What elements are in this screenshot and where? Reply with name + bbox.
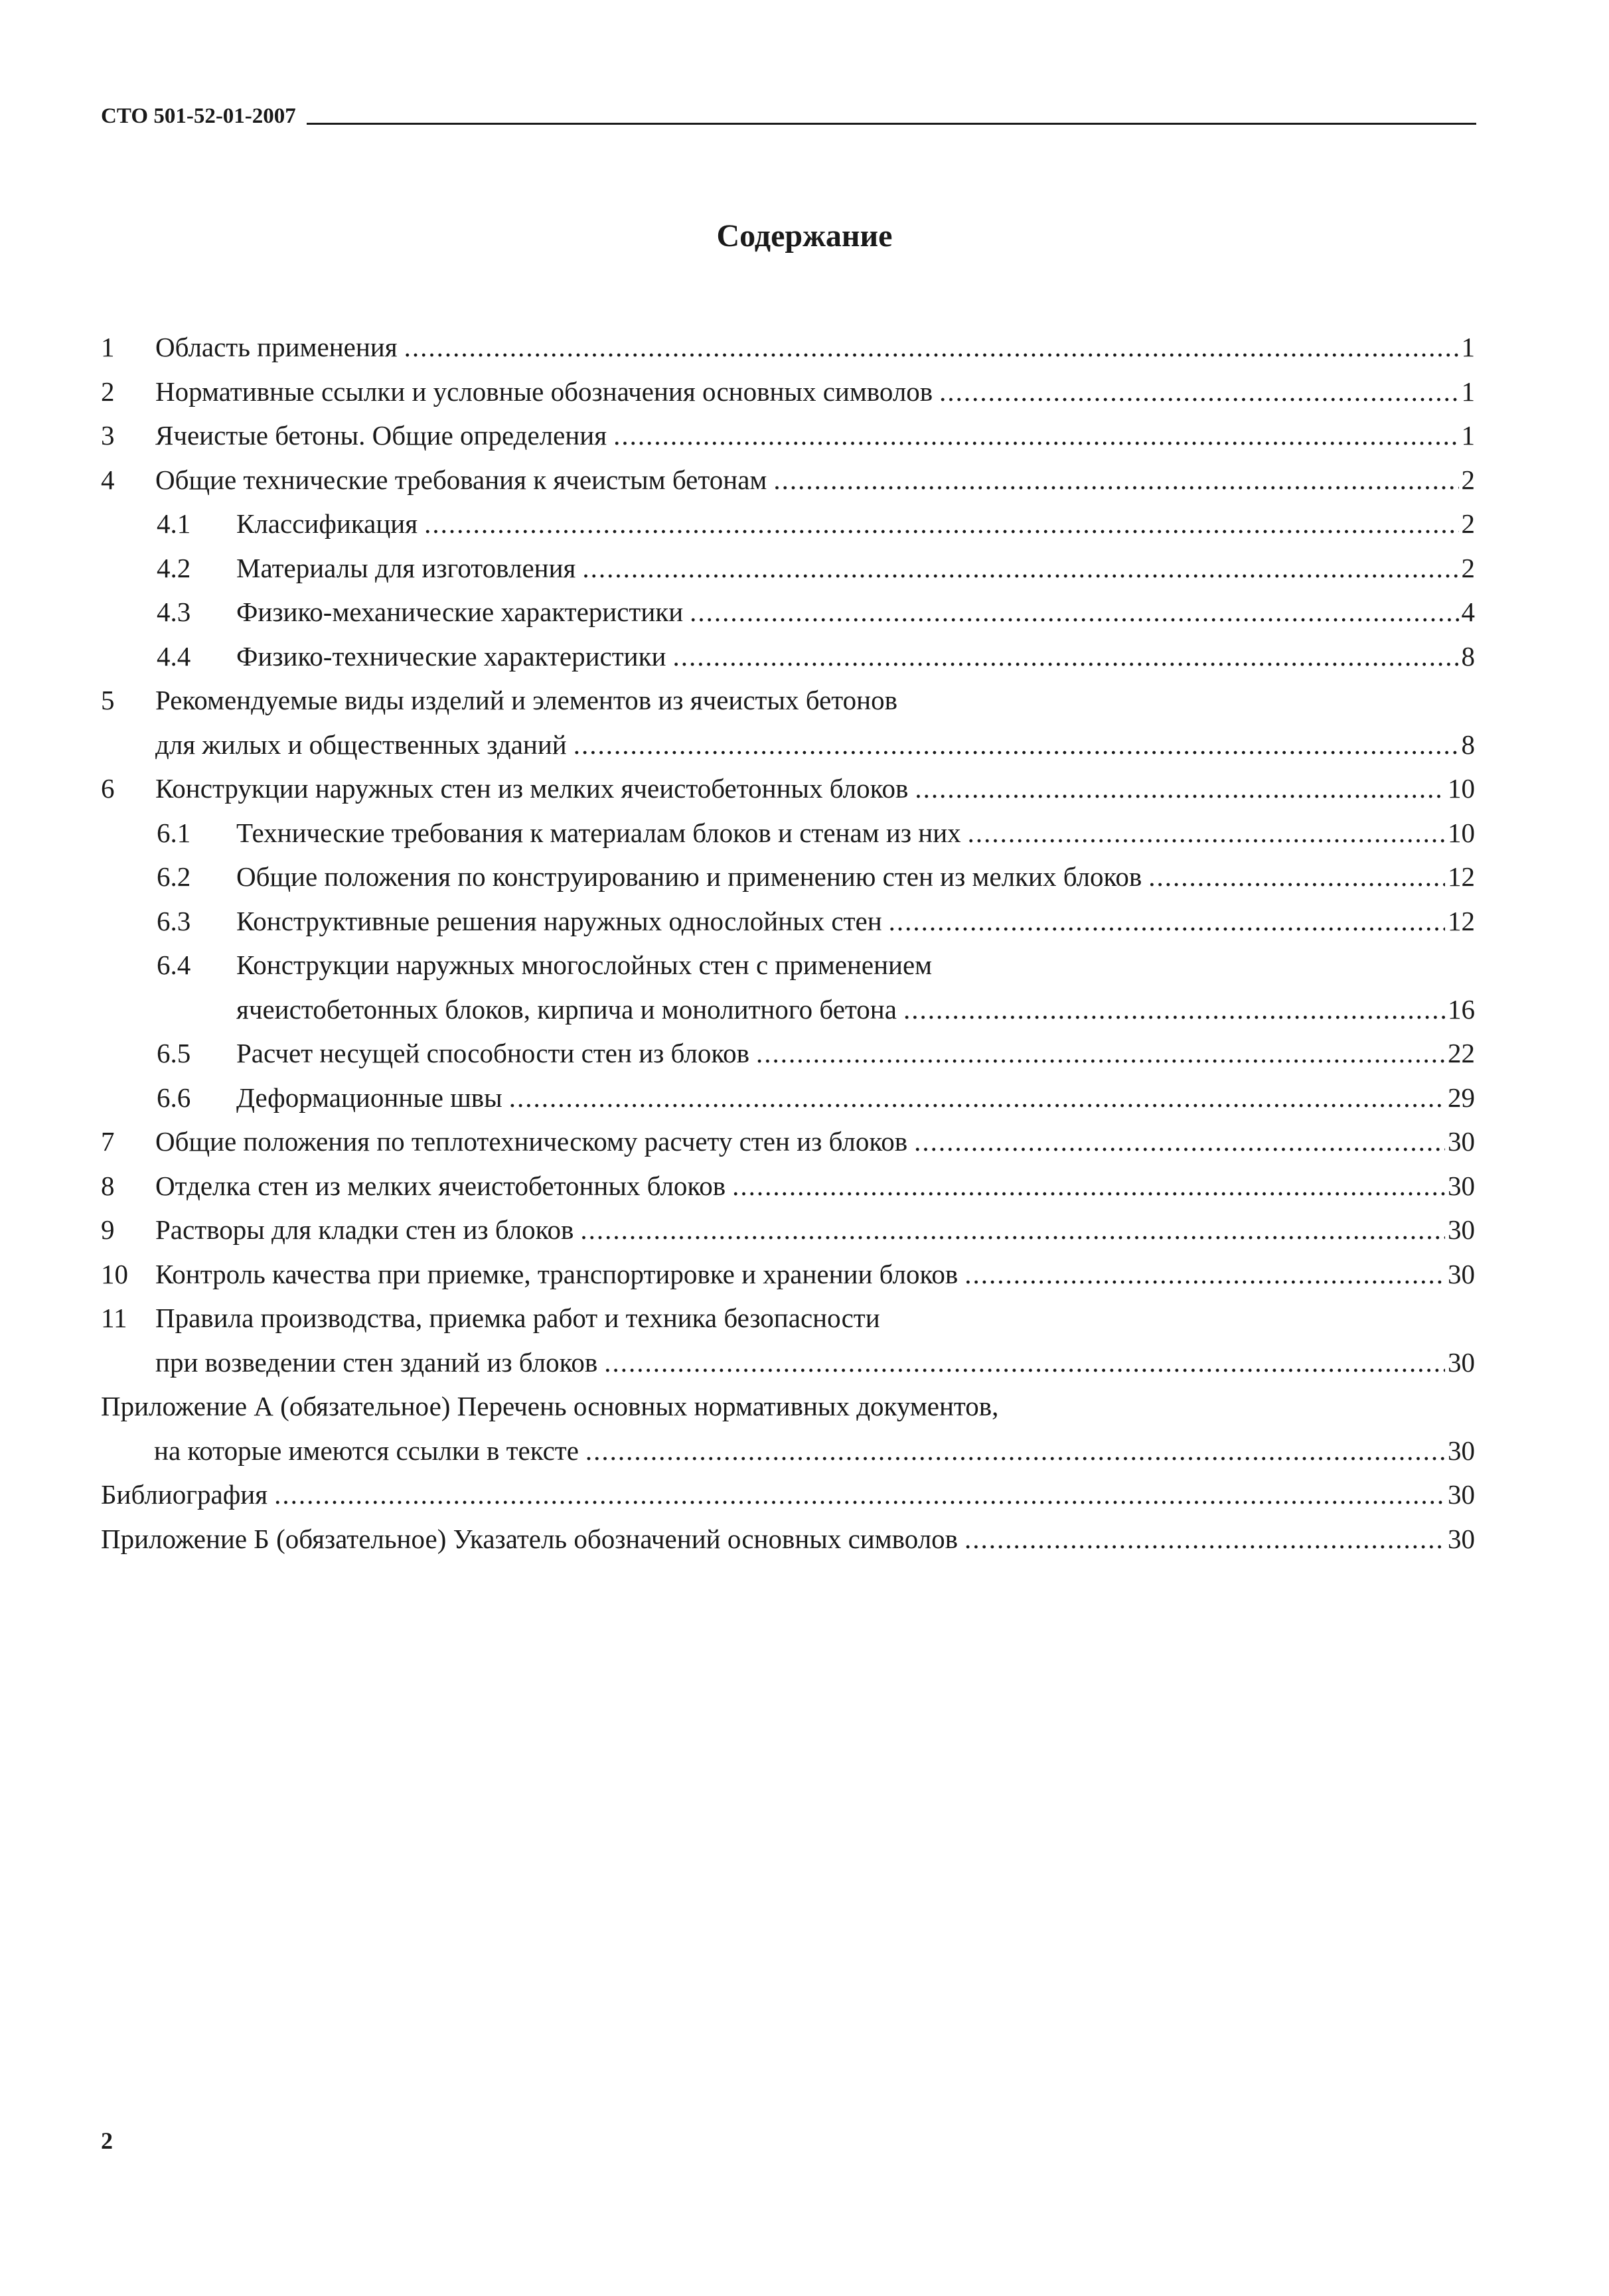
page-title: Содержание bbox=[716, 218, 893, 253]
entry-page: 1 bbox=[1461, 332, 1475, 362]
entry-title: Расчет несущей способности стен из блоков bbox=[236, 1031, 756, 1076]
dot-leader bbox=[404, 325, 1459, 370]
entry-leader-line bbox=[236, 502, 1475, 546]
entry-title: Контроль качества при приемке, транспортировке и хранении блоков bbox=[155, 1252, 964, 1297]
table-of-contents bbox=[101, 325, 1475, 1561]
entry-number: 8 bbox=[101, 1170, 115, 1201]
page-header bbox=[101, 93, 1476, 133]
entry-leader-line bbox=[155, 1340, 1475, 1385]
toc-entry bbox=[101, 370, 1475, 414]
entry-leader-line bbox=[236, 1076, 1475, 1120]
entry-page: 8 bbox=[1461, 640, 1475, 672]
entry-page: 2 bbox=[1461, 552, 1475, 583]
toc-entry bbox=[101, 1031, 1475, 1076]
entry-number: 9 bbox=[101, 1214, 115, 1245]
entry-leader-line bbox=[236, 899, 1475, 944]
entry-title: Нормативные ссылки и условные обозначения основных символов bbox=[155, 370, 939, 414]
entry-title: Общие положения по теплотехническому расчету стен из блоков bbox=[155, 1119, 914, 1164]
entry-title: для жилых и общественных зданий bbox=[155, 723, 574, 767]
toc-entry bbox=[101, 413, 1475, 458]
entry-leader-line bbox=[236, 590, 1475, 634]
toc-entry bbox=[101, 1164, 1475, 1208]
dot-leader bbox=[580, 1208, 1445, 1252]
entry-page: 30 bbox=[1448, 1170, 1475, 1201]
dot-leader bbox=[672, 634, 1458, 679]
entry-page: 22 bbox=[1448, 1038, 1475, 1068]
entry-page: 2 bbox=[1461, 464, 1475, 495]
header-rule bbox=[307, 123, 1476, 125]
toc-entry bbox=[101, 590, 1475, 634]
entry-title: Общие технические требования к ячеистым бетонам bbox=[155, 458, 773, 502]
toc-entry bbox=[101, 1340, 1475, 1385]
entry-leader-line bbox=[236, 855, 1475, 899]
entry-number: 6.1 bbox=[157, 817, 191, 848]
entry-leader-line bbox=[236, 634, 1475, 679]
entry-leader-line bbox=[155, 1119, 1475, 1164]
dot-leader bbox=[964, 1252, 1445, 1297]
entry-page: 30 bbox=[1448, 1214, 1475, 1245]
entry-leader-line bbox=[236, 811, 1475, 855]
dot-leader bbox=[732, 1164, 1445, 1208]
entry-title: Классификация bbox=[236, 502, 424, 546]
toc-entry bbox=[101, 1119, 1475, 1164]
entry-leader-line bbox=[155, 1164, 1475, 1208]
page-number: 2 bbox=[101, 2127, 113, 2154]
dot-leader bbox=[964, 1517, 1445, 1561]
entry-number: 4.4 bbox=[157, 640, 191, 672]
entry-number: 11 bbox=[101, 1303, 127, 1333]
toc-entry bbox=[101, 855, 1475, 899]
entry-page: 30 bbox=[1448, 1435, 1475, 1466]
entry-number: 6.2 bbox=[157, 861, 191, 892]
toc-entry bbox=[101, 1517, 1475, 1561]
entry-number: 6.3 bbox=[157, 905, 191, 936]
entry-number: 3 bbox=[101, 420, 115, 451]
dot-leader bbox=[915, 766, 1445, 811]
dot-leader bbox=[582, 546, 1458, 591]
entry-title: Отделка стен из мелких ячеистобетонных блоков bbox=[155, 1164, 732, 1208]
entry-title: Технические требования к материалам блоков и стенам из них bbox=[236, 811, 968, 855]
dot-leader bbox=[274, 1472, 1445, 1517]
toc-entry bbox=[101, 678, 1475, 723]
entry-number: 5 bbox=[101, 685, 115, 715]
entry-number: 6.6 bbox=[157, 1082, 191, 1113]
dot-leader bbox=[585, 1429, 1445, 1473]
entry-title: Общие положения по конструированию и применению стен из мелких блоков bbox=[236, 855, 1148, 899]
entry-title: Библиография bbox=[101, 1472, 274, 1517]
dot-leader bbox=[889, 899, 1445, 944]
toc-entry bbox=[101, 811, 1475, 855]
toc-entry bbox=[101, 634, 1475, 679]
dot-leader bbox=[604, 1340, 1445, 1385]
dot-leader bbox=[939, 370, 1458, 414]
entry-title-line: Конструкции наружных многослойных стен с применением bbox=[236, 950, 933, 980]
entry-leader-line bbox=[101, 1517, 1475, 1561]
entry-number: 2 bbox=[101, 376, 115, 407]
dot-leader bbox=[968, 811, 1445, 855]
dot-leader bbox=[613, 413, 1458, 458]
entry-number: 4 bbox=[101, 464, 115, 495]
entry-page: 30 bbox=[1448, 1258, 1475, 1289]
toc-entry bbox=[101, 1252, 1475, 1297]
entry-page: 4 bbox=[1461, 597, 1475, 627]
entry-number: 4.1 bbox=[157, 508, 191, 539]
toc-entry bbox=[101, 723, 1475, 767]
toc-entry bbox=[101, 325, 1475, 370]
entry-title: Область применения bbox=[155, 325, 404, 370]
entry-title-line: Рекомендуемые виды изделий и элементов из ячеистых бетонов bbox=[155, 685, 897, 715]
dot-leader bbox=[424, 502, 1458, 546]
dot-leader bbox=[574, 723, 1459, 767]
entry-title: на которые имеются ссылки в тексте bbox=[154, 1429, 585, 1473]
entry-page: 30 bbox=[1448, 1479, 1475, 1510]
entry-title: Физико-технические характеристики bbox=[236, 634, 672, 679]
entry-title: Физико-механические характеристики bbox=[236, 590, 690, 634]
entry-number: 7 bbox=[101, 1126, 115, 1157]
entry-title: Конструктивные решения наружных однослойных стен bbox=[236, 899, 889, 944]
entry-title-line: Приложение А (обязательное) Перечень основных нормативных документов, bbox=[101, 1391, 999, 1421]
entry-leader-line bbox=[236, 1031, 1475, 1076]
entry-page: 1 bbox=[1461, 376, 1475, 407]
entry-number: 6 bbox=[101, 773, 115, 804]
entry-page: 30 bbox=[1448, 1346, 1475, 1378]
entry-page: 10 bbox=[1448, 773, 1475, 804]
toc-entry bbox=[101, 987, 1475, 1032]
dot-leader bbox=[903, 987, 1445, 1032]
entry-title: Материалы для изготовления bbox=[236, 546, 582, 591]
toc-entry bbox=[101, 1472, 1475, 1517]
toc-entry bbox=[101, 1076, 1475, 1120]
entry-leader-line bbox=[155, 766, 1475, 811]
toc-entry bbox=[101, 943, 1475, 987]
toc-entry bbox=[101, 458, 1475, 502]
entry-page: 1 bbox=[1461, 420, 1475, 451]
entry-title: Деформационные швы bbox=[236, 1076, 509, 1120]
entry-page: 29 bbox=[1448, 1082, 1475, 1113]
document-code: СТО 501-52-01-2007 bbox=[101, 104, 296, 128]
entry-leader-line bbox=[155, 723, 1475, 767]
dot-leader bbox=[914, 1119, 1445, 1164]
entry-number: 6.5 bbox=[157, 1038, 191, 1068]
toc-entry bbox=[101, 1296, 1475, 1340]
entry-title-line: Правила производства, приемка работ и техника безопасности bbox=[155, 1303, 880, 1333]
dot-leader bbox=[1148, 855, 1445, 899]
toc-entry bbox=[101, 502, 1475, 546]
toc-entry bbox=[101, 1208, 1475, 1252]
entry-page: 16 bbox=[1448, 993, 1475, 1025]
dot-leader bbox=[509, 1076, 1445, 1120]
entry-leader-line bbox=[155, 413, 1475, 458]
entry-page: 2 bbox=[1461, 508, 1475, 539]
dot-leader bbox=[690, 590, 1458, 634]
entry-title: Приложение Б (обязательное) Указатель обозначений основных символов bbox=[101, 1517, 964, 1561]
entry-page: 12 bbox=[1448, 861, 1475, 892]
dot-leader bbox=[756, 1031, 1445, 1076]
entry-title: при возведении стен зданий из блоков bbox=[155, 1340, 604, 1385]
toc-entry bbox=[101, 766, 1475, 811]
entry-number: 4.2 bbox=[157, 552, 191, 583]
entry-page: 12 bbox=[1448, 905, 1475, 936]
entry-title: ячеистобетонных блоков, кирпича и монолитного бетона bbox=[236, 987, 903, 1032]
entry-number: 1 bbox=[101, 332, 115, 362]
entry-leader-line bbox=[155, 370, 1475, 414]
entry-title: Ячеистые бетоны. Общие определения bbox=[155, 413, 613, 458]
entry-leader-line bbox=[236, 546, 1475, 591]
entry-page: 8 bbox=[1461, 729, 1475, 760]
entry-leader-line bbox=[155, 325, 1475, 370]
entry-page: 30 bbox=[1448, 1523, 1475, 1554]
entry-leader-line bbox=[236, 987, 1475, 1032]
entry-title: Конструкции наружных стен из мелких ячеистобетонных блоков bbox=[155, 766, 915, 811]
entry-page: 30 bbox=[1448, 1126, 1475, 1157]
toc-entry bbox=[101, 546, 1475, 591]
entry-page: 10 bbox=[1448, 817, 1475, 848]
entry-leader-line bbox=[155, 1208, 1475, 1252]
entry-leader-line bbox=[155, 458, 1475, 502]
toc-entry bbox=[101, 899, 1475, 944]
entry-leader-line bbox=[154, 1429, 1475, 1473]
entry-number: 10 bbox=[101, 1258, 128, 1289]
toc-entry bbox=[101, 1429, 1475, 1473]
entry-leader-line bbox=[101, 1472, 1475, 1517]
entry-leader-line bbox=[155, 1252, 1475, 1297]
entry-number: 4.3 bbox=[157, 597, 191, 627]
entry-number: 6.4 bbox=[157, 950, 191, 980]
toc-entry bbox=[101, 1384, 1475, 1429]
dot-leader bbox=[773, 458, 1458, 502]
entry-title: Растворы для кладки стен из блоков bbox=[155, 1208, 580, 1252]
